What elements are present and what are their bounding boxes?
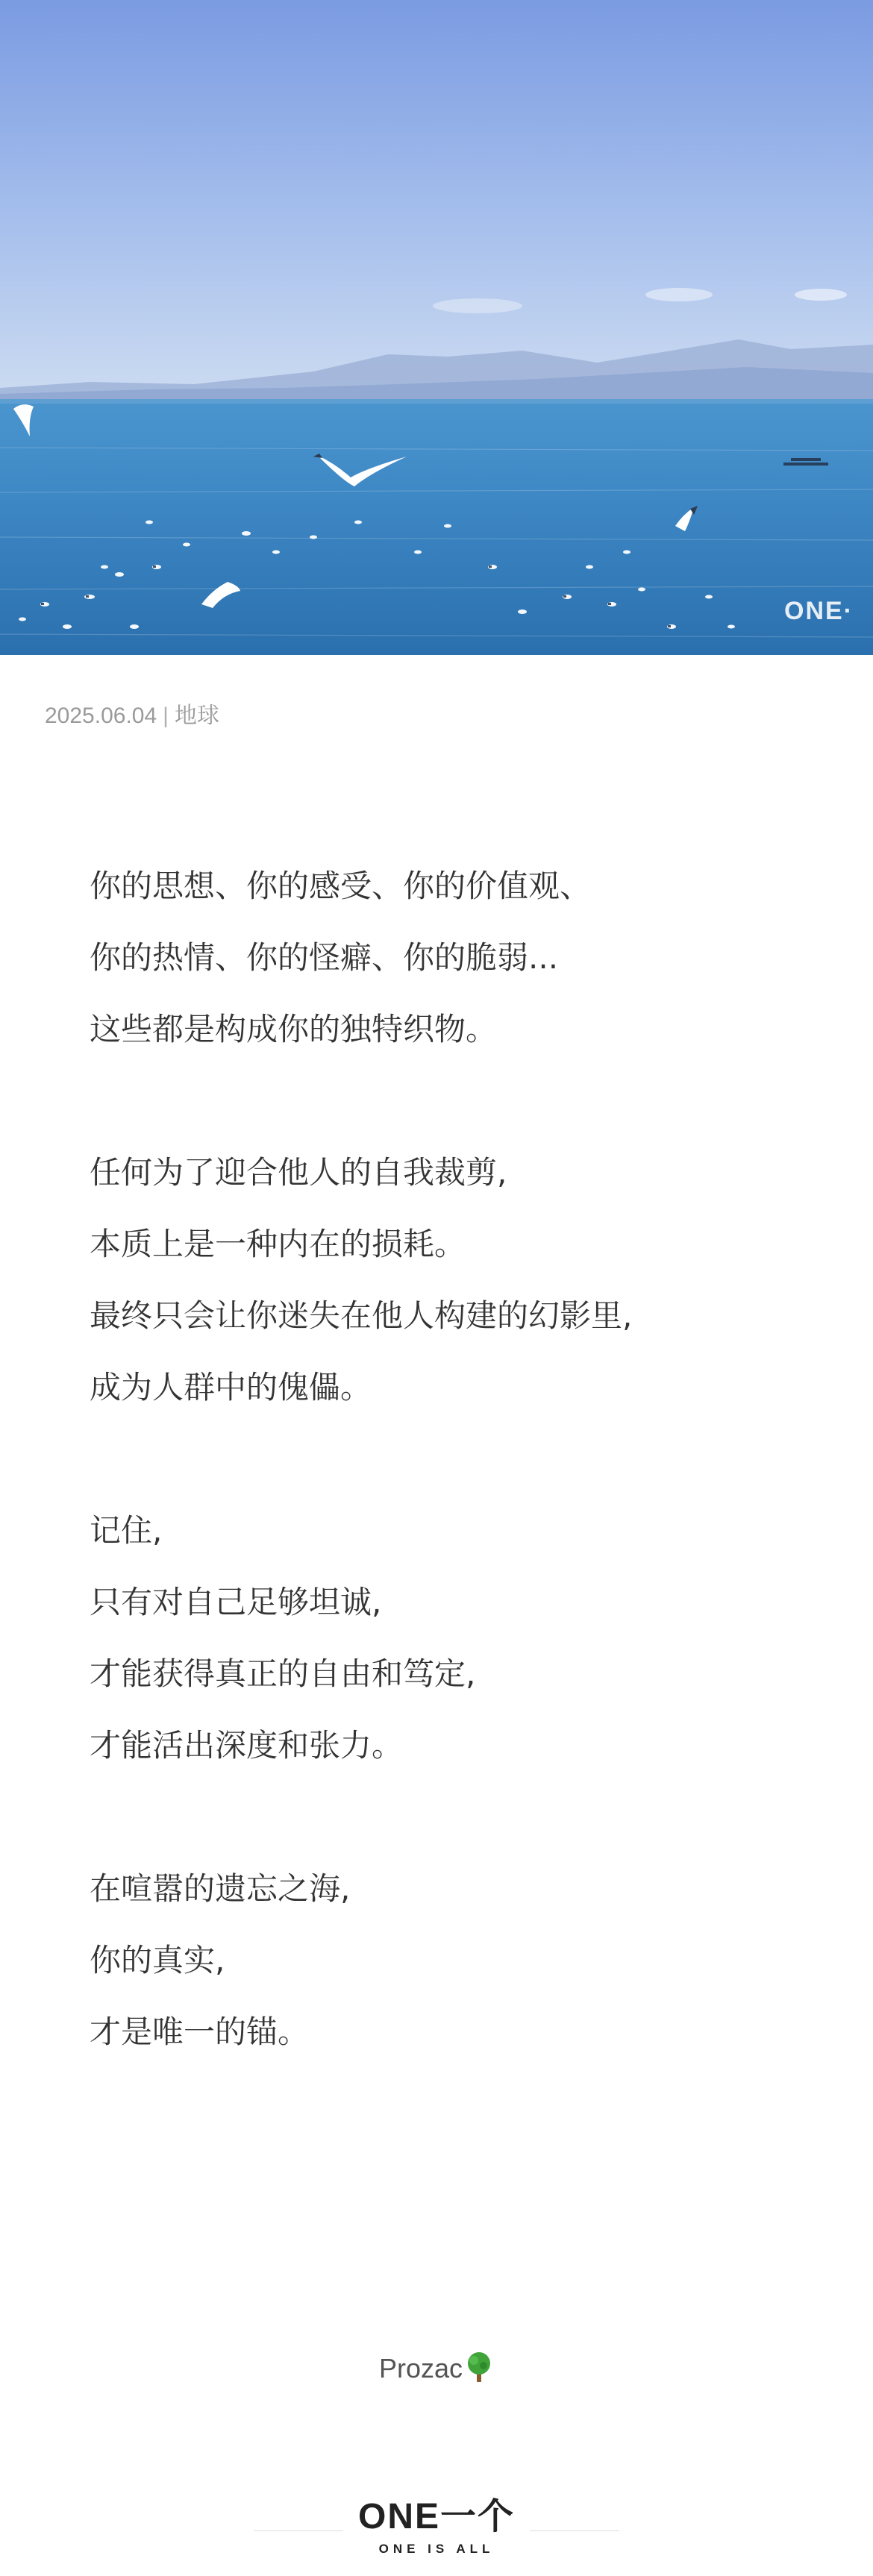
one-watermark: ONE· — [784, 597, 854, 625]
poem-line: 只有对自己足够坦诚, — [90, 1584, 382, 1620]
poem-line: 你的思想、你的感受、你的价值观、 — [90, 868, 592, 904]
poem-line: 成为人群中的傀儡。 — [90, 1369, 372, 1405]
poem-line: 本质上是一种内在的损耗。 — [90, 1226, 466, 1262]
poem-line: 才能活出深度和张力。 — [90, 1727, 404, 1764]
poem-body — [90, 850, 806, 2140]
poem-line: 任何为了迎合他人的自我裁剪, — [90, 1154, 507, 1191]
post-date: 2025.06.04 — [45, 703, 157, 728]
stanza-2 — [90, 1137, 806, 1423]
stanza-4 — [90, 1853, 806, 2068]
poem-line: 记住, — [90, 1512, 163, 1549]
seagull-sea-image — [0, 0, 873, 655]
footer-brand — [0, 2492, 873, 2566]
post-location: 地球 — [174, 703, 219, 728]
stanza-3 — [90, 1495, 806, 1781]
post-meta — [45, 701, 219, 731]
poem-line: 你的热情、你的怪癖、你的脆弱... — [90, 939, 559, 976]
stanza-1 — [90, 850, 806, 1065]
poem-line: 才是唯一的锚。 — [90, 2014, 310, 2050]
hero-photo — [0, 0, 873, 655]
one-logo: ONE一个 — [357, 2497, 516, 2536]
poem-line: 这些都是构成你的独特织物。 — [90, 1011, 498, 1047]
poem-line: 你的真实, — [90, 1942, 225, 1978]
poem-line: 才能获得真正的自由和笃定, — [90, 1655, 476, 1692]
meta-separator: | — [163, 703, 169, 728]
poem-line: 最终只会让你迷失在他人构建的幻影里, — [90, 1297, 633, 1334]
tree-icon — [464, 2351, 494, 2384]
one-tagline: ONE IS ALL — [378, 2542, 495, 2556]
poem-line: 在喧嚣的遗忘之海, — [90, 1870, 351, 1907]
author-name[interactable]: Prozac — [378, 2353, 463, 2384]
author-signature[interactable] — [0, 2350, 873, 2387]
